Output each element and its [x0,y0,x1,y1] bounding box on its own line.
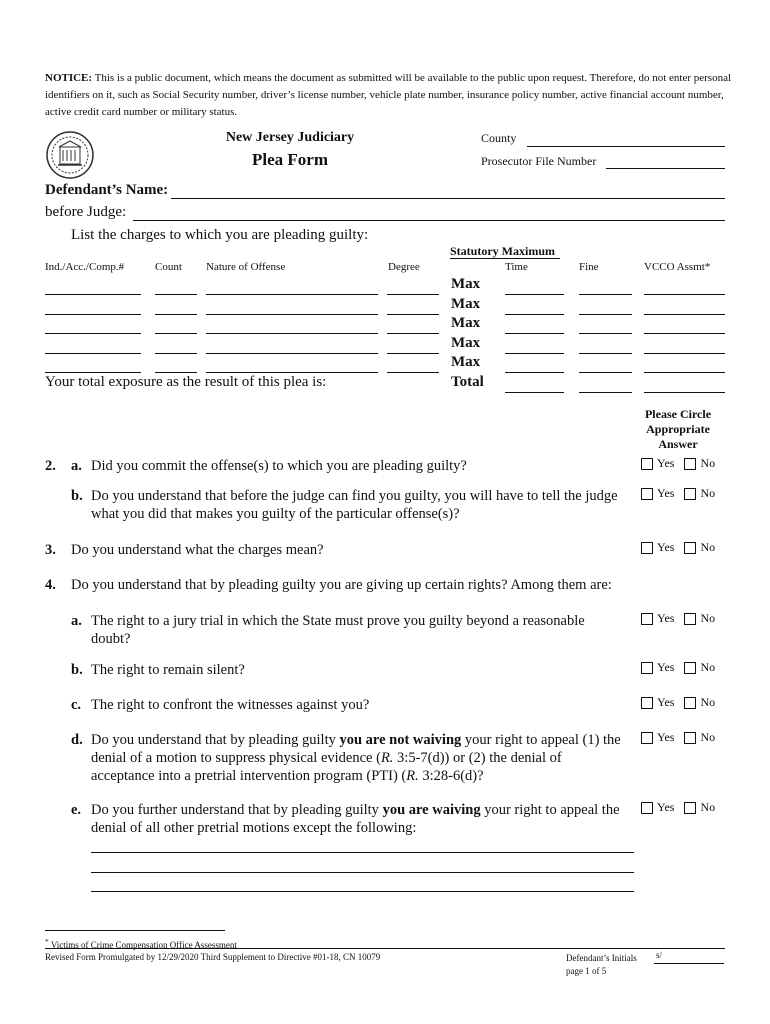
charge-row-1-offense-field[interactable] [206,294,378,295]
q4d-no-checkbox[interactable] [684,732,696,744]
charge-row-2-time-field[interactable] [505,314,564,315]
charge-row-2-count-field[interactable] [155,314,197,315]
q2b-letter: b. [71,488,83,504]
page-number: page 1 of 5 [566,966,607,976]
q4c-letter: c. [71,697,82,713]
col-header-count: Count [155,261,182,273]
charge-row-4-offense-field[interactable] [206,353,378,354]
max-label: Max [451,276,481,292]
col-header-offense: Nature of Offense [206,261,286,273]
notice-text: This is a public document, which means the document as submitted will be available to the public upon request. Therefore, do not enter personal identifiers on it, such as Social Security number, driver’s license number, vehicle plate number, insurance policy number, active financial account number, active credit card number or military status. [45,72,732,118]
col-header-time: Time [505,261,528,273]
charge-row-2-ind-field[interactable] [45,314,141,315]
charge-row-2-offense-field[interactable] [206,314,378,315]
q4d-letter: d. [71,732,83,748]
total-fine-field[interactable] [579,392,632,393]
col-header-vcco: VCCO Assmt* [644,261,711,273]
no-label: No [700,800,716,814]
q4c-yes-checkbox[interactable] [641,697,653,709]
q3-no-checkbox[interactable] [684,542,696,554]
q2a-yes-checkbox[interactable] [641,458,653,470]
q4e-yes-checkbox[interactable] [641,802,653,814]
charge-row-4-time-field[interactable] [505,353,564,354]
charge-row-2-vcco-field[interactable] [644,314,725,315]
charge-row-5-vcco-field[interactable] [644,372,725,373]
q2b-answer [641,486,715,501]
charge-row-1-fine-field[interactable] [579,294,632,295]
col-header-ind: Ind./Acc./Comp.# [45,261,125,273]
initials-label: Defendant’s Initials [566,953,637,963]
charge-row-4-vcco-field[interactable] [644,353,725,354]
defendant-initials-field[interactable] [654,963,724,964]
county-field[interactable] [527,146,725,147]
public-notice [45,70,735,121]
q2a-no-checkbox[interactable] [684,458,696,470]
total-label: Total [451,374,484,390]
charges-intro: List the charges to which you are pleading guilty: [71,227,369,243]
q3-text: Do you understand what the charges mean? [71,542,324,558]
charge-row-3-count-field[interactable] [155,333,197,334]
charge-row-1-degree-field[interactable] [387,294,439,295]
yes-label: Yes [657,660,675,674]
total-exposure-label: Your total exposure as the result of this plea is: [45,374,327,390]
charge-row-3-offense-field[interactable] [206,333,378,334]
charge-row-3-time-field[interactable] [505,333,564,334]
no-label: No [700,456,716,470]
prosecutor-file-label: Prosecutor File Number [481,154,597,168]
initials-block [566,952,637,978]
q4-text: Do you understand that by pleading guilty you are giving up certain rights? Among them are: [71,577,612,593]
q4b-no-checkbox[interactable] [684,662,696,674]
judge-label: before Judge: [45,204,127,220]
q4-number: 4. [45,577,56,593]
q4e-letter: e. [71,802,82,818]
yes-label: Yes [657,800,675,814]
q3-yes-checkbox[interactable] [641,542,653,554]
charge-row-4-degree-field[interactable] [387,353,439,354]
col-header-degree: Degree [388,261,420,273]
q3-answer [641,540,715,555]
q4a-text: The right to a jury trial in which the State must prove you guilty beyond a reasonable doubt? [91,613,585,647]
form-title-block [200,130,380,170]
charge-row-5-time-field[interactable] [505,372,564,373]
charge-row-2-fine-field[interactable] [579,314,632,315]
no-label: No [700,540,716,554]
revision-note: Revised Form Promulgated by 12/29/2020 Third Supplement to Directive #01-18, CN 10079 [45,952,381,962]
charge-row-2-degree-field[interactable] [387,314,439,315]
footer-rule [45,948,725,949]
yes-label: Yes [657,540,675,554]
statutory-maximum-label: Statutory Maximum [450,244,555,258]
q4b-text: The right to remain silent? [91,662,245,678]
q2b-no-checkbox[interactable] [684,488,696,500]
q4b-answer [641,660,715,675]
q4e-answer [641,800,715,815]
q4d-answer [641,730,715,745]
q2a-text: Did you commit the offense(s) to which you are pleading guilty? [91,458,467,474]
q3-number: 3. [45,542,56,558]
charge-row-5-fine-field[interactable] [579,372,632,373]
answer-column-header: Please Circle Appropriate Answer [644,407,712,451]
q4b-letter: b. [71,662,83,678]
col-header-fine: Fine [579,261,599,273]
no-label: No [700,730,716,744]
pretrial-motions-line-3[interactable] [91,891,634,892]
judge-field[interactable] [133,220,725,221]
judiciary-seal-icon [45,130,95,180]
max-label: Max [451,354,481,371]
notice-label: NOTICE: [45,72,93,84]
no-label: No [700,660,716,674]
charge-row-1-time-field[interactable] [505,294,564,295]
max-label: Max [451,334,481,351]
defendant-name-label: Defendant’s Name: [45,182,169,198]
q2b-yes-checkbox[interactable] [641,488,653,500]
yes-label: Yes [657,611,675,625]
no-label: No [700,695,716,709]
org-name: New Jersey Judiciary [225,130,355,145]
q2a-letter: a. [71,458,82,474]
pretrial-motions-line-2[interactable] [91,872,634,873]
q4a-no-checkbox[interactable] [684,613,696,625]
q2a-answer [641,456,715,471]
total-time-field[interactable] [505,392,564,393]
footnote-rule [45,930,225,931]
charge-row-3-ind-field[interactable] [45,333,141,334]
q2b-text: Do you understand that before the judge can find you guilty, you will have to tell the judge what you did that makes you guilty of the particular offense(s)? [91,488,618,522]
q4d-text: Do you understand that by pleading guilty you are not waiving your right to appeal (1) the denial of a motion to suppress physical evidence (R. 3:5-7(d)) or (2) the denial of acceptance into a pretrial intervention program (PTI) (R. 3:28-6(d)? [91,732,621,784]
defendant-name-field[interactable] [171,198,725,199]
q4a-answer [641,611,715,626]
charge-row-4-fine-field[interactable] [579,353,632,354]
yes-label: Yes [657,730,675,744]
county-label: County [481,131,517,145]
q4e-no-checkbox[interactable] [684,802,696,814]
charge-row-3-fine-field[interactable] [579,333,632,334]
pretrial-motions-line-1[interactable] [91,852,634,853]
charge-row-1-count-field[interactable] [155,294,197,295]
q4c-no-checkbox[interactable] [684,697,696,709]
initials-prefix: s/ [656,950,663,960]
q2-number: 2. [45,458,56,474]
q4e-text: Do you further understand that by pleading guilty you are waiving your right to appeal the denial of all other pretrial motions except the following: [91,802,620,836]
q4a-yes-checkbox[interactable] [641,613,653,625]
charge-row-5-degree-field[interactable] [387,372,439,373]
footnote: * Victims of Crime Compensation Office Assessment [45,937,237,950]
q4c-text: The right to confront the witnesses against you? [91,697,370,713]
q4d-yes-checkbox[interactable] [641,732,653,744]
charge-row-3-degree-field[interactable] [387,333,439,334]
q4c-answer [641,695,715,710]
charge-row-4-ind-field[interactable] [45,353,141,354]
q4a-letter: a. [71,613,82,629]
no-label: No [700,486,716,500]
form-title: Plea Form [252,150,328,169]
max-label: Max [451,315,481,332]
total-vcco-field[interactable] [644,392,725,393]
charge-row-1-ind-field[interactable] [45,294,141,295]
yes-label: Yes [657,695,675,709]
prosecutor-file-field[interactable] [606,168,725,169]
charge-row-3-vcco-field[interactable] [644,333,725,334]
yes-label: Yes [657,486,675,500]
no-label: No [700,611,716,625]
q4b-yes-checkbox[interactable] [641,662,653,674]
yes-label: Yes [657,456,675,470]
max-label: Max [451,295,481,312]
charge-row-4-count-field[interactable] [155,353,197,354]
charge-row-1-vcco-field[interactable] [644,294,725,295]
statutory-maximum-rule [450,258,560,259]
